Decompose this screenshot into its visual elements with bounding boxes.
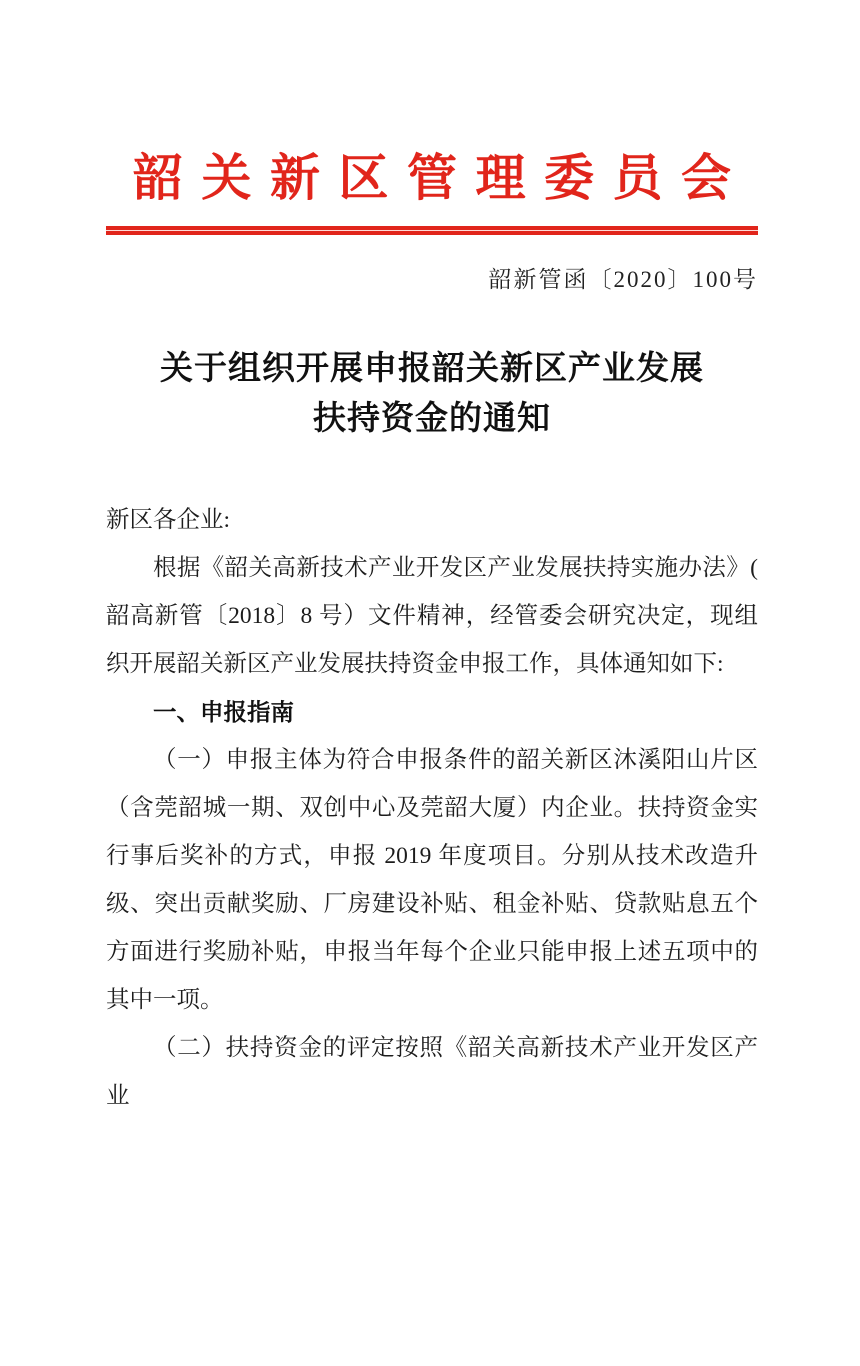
body-paragraph: （二）扶持资金的评定按照《韶关高新技术产业开发区产业: [106, 1034, 758, 1109]
body-paragraph: （一）申报主体为符合申报条件的韶关新区沐溪阳山片区（含莞韶城一期、双创中心及莞韶大厦）内企业。扶持资金实行事后奖补的方式，申报 2019 年度项目。分别从技术改造升级、突出贡献奖励、厂房建设补贴、租金补贴、贷款贴息五个方面进行奖励补贴，申报当年每个企业只能申报上述五项中的其中一项。: [106, 746, 758, 1013]
document-title: [106, 344, 758, 444]
document-page: [0, 150, 860, 1366]
letterhead-divider-rule: [106, 226, 758, 235]
salutation: 新区各企业:: [106, 506, 231, 533]
document-reference-number: 韶新管函〔2020〕100号: [488, 266, 758, 292]
document-title-line1: 关于组织开展申报韶关新区产业发展: [160, 350, 704, 387]
body-paragraph: 根据《韶关高新技术产业开发区产业发展扶持实施办法》( 韶高新管〔2018〕8 号）文件精神，经管委会研究决定，现组织开展韶关新区产业发展扶持资金申报工作，具体通知如下:: [106, 554, 758, 677]
letterhead-org-name: 韶关新区管理委员会: [133, 150, 750, 206]
section-heading: 一、申报指南: [153, 698, 294, 725]
document-title-line2: 扶持资金的通知: [313, 400, 551, 437]
document-body: [106, 496, 758, 1120]
